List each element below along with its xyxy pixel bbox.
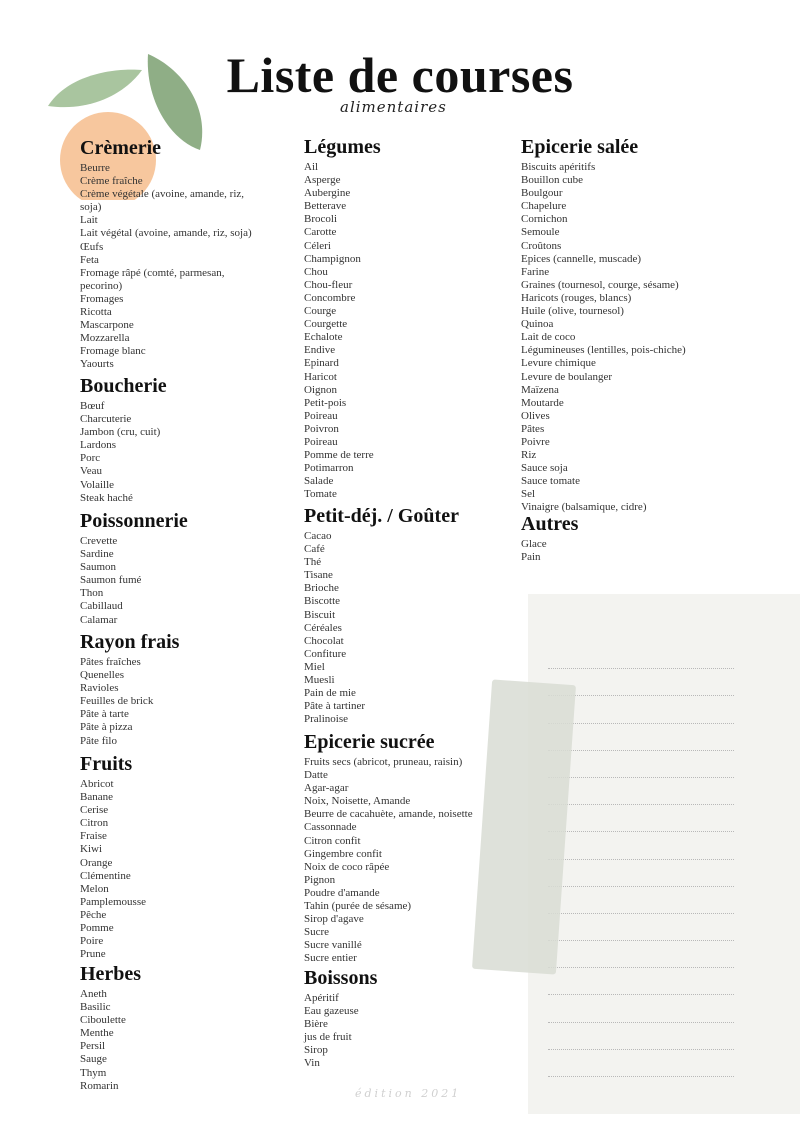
list-item: Noix de coco râpée xyxy=(304,860,390,873)
list-item: Poivron xyxy=(304,422,339,435)
list-item: Croûtons xyxy=(521,239,562,252)
page-title: Liste de courses xyxy=(226,47,574,103)
list-item: Champignon xyxy=(304,252,361,265)
list-item: Melon xyxy=(80,882,109,895)
list-item: Pain de mie xyxy=(304,687,356,700)
note-line[interactable] xyxy=(548,914,734,941)
item-list xyxy=(80,778,146,961)
list-item: Pomme xyxy=(80,922,114,935)
list-item: Eau gazeuse xyxy=(304,1005,359,1018)
list-item: Haricots (rouges, blancs) xyxy=(521,291,632,304)
note-line[interactable] xyxy=(548,887,734,914)
item-list xyxy=(304,756,473,966)
list-item: Mascarpone xyxy=(80,319,134,332)
list-item: pecorino) xyxy=(80,279,123,292)
list-item: Yaourts xyxy=(80,358,114,371)
item-list xyxy=(304,992,377,1071)
section-boucherie xyxy=(80,375,167,505)
list-item: Confiture xyxy=(304,647,347,660)
list-item: Datte xyxy=(304,769,328,782)
item-list xyxy=(304,161,381,501)
list-item: Biscotte xyxy=(304,595,341,608)
section-cremerie xyxy=(80,137,252,372)
note-line[interactable] xyxy=(548,724,734,751)
list-item: Persil xyxy=(80,1040,106,1053)
section-title: Fruits xyxy=(80,753,133,775)
item-list xyxy=(80,988,141,1093)
section-title: Herbes xyxy=(80,963,142,985)
list-item: Sirop xyxy=(304,1044,328,1057)
section-title: Rayon frais xyxy=(80,631,180,653)
note-line[interactable] xyxy=(548,968,734,995)
section-title: Autres xyxy=(521,513,579,535)
list-item: Thym xyxy=(80,1066,107,1079)
section-herbes xyxy=(80,963,141,1093)
edition-footer: édition 2021 xyxy=(355,1087,462,1100)
list-item: Tahin (purée de sésame) xyxy=(304,900,412,913)
list-item: Pâtes xyxy=(521,422,545,435)
list-item: Brocoli xyxy=(304,213,337,226)
note-line[interactable] xyxy=(548,805,734,832)
list-item: Vin xyxy=(304,1057,320,1070)
list-item: Muesli xyxy=(304,674,335,687)
list-item: Sucre vanillé xyxy=(304,939,362,952)
list-item: Biscuits apéritifs xyxy=(521,161,596,173)
list-item: Basilic xyxy=(80,1001,111,1014)
list-item: Cacao xyxy=(304,530,332,542)
list-item: Ail xyxy=(304,161,319,173)
list-item: Ricotta xyxy=(80,306,112,319)
list-item: Pêche xyxy=(80,908,107,921)
list-item: Epices (cannelle, muscade) xyxy=(521,252,642,265)
note-line[interactable] xyxy=(548,642,734,669)
list-item: Pain xyxy=(521,551,541,564)
list-item: Bière xyxy=(304,1018,328,1031)
list-item: jus de fruit xyxy=(304,1031,352,1044)
section-fruits xyxy=(80,753,146,961)
list-item: Levure chimique xyxy=(521,357,596,370)
list-item: Tisane xyxy=(304,569,333,582)
list-item: Poireau xyxy=(304,435,338,448)
list-item: Epinard xyxy=(304,357,339,370)
list-item: Ciboulette xyxy=(80,1014,126,1027)
list-item: Sel xyxy=(521,488,536,501)
list-item: Cornichon xyxy=(521,213,568,226)
section-autres xyxy=(521,513,578,564)
list-item: Petit-pois xyxy=(304,396,347,409)
item-list xyxy=(80,535,188,627)
note-line[interactable] xyxy=(548,832,734,859)
list-item: Aneth xyxy=(80,988,107,1000)
list-item: Pignon xyxy=(304,873,336,886)
section-rayon-frais xyxy=(80,631,179,748)
list-item: Courgette xyxy=(304,318,348,331)
list-item: Veau xyxy=(80,465,102,478)
list-item: Steak haché xyxy=(80,491,133,504)
list-item: soja) xyxy=(80,201,102,214)
section-title: Epicerie sucrée xyxy=(304,731,435,753)
list-item: Cabillaud xyxy=(80,600,123,613)
list-item: Ravioles xyxy=(80,682,119,695)
list-item: Betterave xyxy=(304,200,347,213)
item-list xyxy=(521,161,686,515)
item-list xyxy=(80,400,167,505)
list-item: Mozzarella xyxy=(80,332,130,345)
note-line[interactable] xyxy=(548,669,734,696)
note-line[interactable] xyxy=(548,1023,734,1050)
list-item: Apéritif xyxy=(304,992,339,1004)
list-item: Miel xyxy=(304,660,325,673)
item-list xyxy=(80,656,179,748)
section-boissons xyxy=(304,967,377,1071)
list-item: Poire xyxy=(80,935,104,948)
item-list xyxy=(521,538,578,564)
list-item: Chapelure xyxy=(521,200,567,213)
list-item: Charcuterie xyxy=(80,413,132,426)
list-item: Cerise xyxy=(80,804,109,817)
list-item: Chou-fleur xyxy=(304,278,353,291)
list-item: Vinaigre (balsamique, cidre) xyxy=(521,501,647,514)
list-item: Sauge xyxy=(80,1053,107,1066)
list-item: Pâte à tarte xyxy=(80,708,129,721)
list-item: Poireau xyxy=(304,409,338,422)
list-item: Oignon xyxy=(304,383,337,396)
list-item: Courge xyxy=(304,305,337,318)
list-item: Poivre xyxy=(521,435,550,448)
list-item: Œufs xyxy=(80,240,104,253)
list-item: Lait xyxy=(80,214,98,227)
list-item: Asperge xyxy=(304,174,341,187)
section-title: Boissons xyxy=(304,967,378,989)
list-item: Thon xyxy=(80,587,104,600)
list-item: Volaille xyxy=(80,478,115,491)
list-item: Pomme de terre xyxy=(304,449,374,462)
list-item: Menthe xyxy=(80,1027,114,1040)
notes-lines xyxy=(548,642,734,1077)
section-poissonnerie xyxy=(80,510,188,627)
list-item: Chocolat xyxy=(304,634,344,647)
list-item: Aubergine xyxy=(304,187,351,200)
list-item: Pâte à tartiner xyxy=(304,700,366,713)
section-title: Crèmerie xyxy=(80,137,162,159)
list-item: Bouillon cube xyxy=(521,174,584,187)
list-item: Porc xyxy=(80,452,101,465)
list-item: Carotte xyxy=(304,226,337,239)
list-item: Pâtes fraîches xyxy=(80,656,141,668)
list-item: Endive xyxy=(304,344,336,357)
section-title: Petit-déj. / Goûter xyxy=(304,505,459,527)
list-item: Pâte à pizza xyxy=(80,721,133,734)
list-item: Levure de boulanger xyxy=(521,370,613,383)
list-item: Haricot xyxy=(304,370,337,383)
list-item: Fraise xyxy=(80,830,107,843)
section-legumes xyxy=(304,136,381,501)
list-item: Orange xyxy=(80,856,113,869)
list-item: Pâte filo xyxy=(80,734,117,747)
list-item: Calamar xyxy=(80,613,118,626)
note-line[interactable] xyxy=(548,1050,734,1077)
note-line[interactable] xyxy=(548,778,734,805)
list-item: Sucre xyxy=(304,926,330,939)
list-item: Maïzena xyxy=(521,383,559,396)
list-item: Crème végétale (avoine, amande, riz, xyxy=(80,188,245,201)
list-item: Lait de coco xyxy=(521,331,576,344)
list-item: Sauce tomate xyxy=(521,475,580,488)
item-list xyxy=(304,530,459,726)
list-item: Légumineuses (lentilles, pois-chiche) xyxy=(521,344,686,357)
list-item: Fruits secs (abricot, pruneau, raisin) xyxy=(304,756,463,768)
note-line[interactable] xyxy=(548,941,734,968)
section-title: Boucherie xyxy=(80,375,167,397)
list-item: Chou xyxy=(304,265,328,278)
list-item: Crème fraîche xyxy=(80,175,143,188)
page-subtitle: alimentaires xyxy=(340,98,447,116)
list-item: Citron confit xyxy=(304,834,361,847)
list-item: Semoule xyxy=(521,226,560,239)
list-item: Abricot xyxy=(80,778,114,790)
list-item: Echalote xyxy=(304,331,343,344)
list-item: Graines (tournesol, courge, sésame) xyxy=(521,278,679,291)
list-item: Sauce soja xyxy=(521,462,568,475)
list-item: Biscuit xyxy=(304,608,336,621)
list-item: Pralinoise xyxy=(304,713,348,726)
section-epicerie-sucree xyxy=(304,731,473,966)
list-item: Lardons xyxy=(80,439,117,452)
note-line[interactable] xyxy=(548,995,734,1022)
section-petit-dej xyxy=(304,505,459,726)
list-item: Prune xyxy=(80,948,106,961)
list-item: Huile (olive, tournesol) xyxy=(521,305,624,318)
list-item: Glace xyxy=(521,538,547,550)
list-item: Bœuf xyxy=(80,400,105,412)
list-item: Jambon (cru, cuit) xyxy=(80,426,161,439)
list-item: Saumon fumé xyxy=(80,574,142,587)
list-item: Lait végétal (avoine, amande, riz, soja) xyxy=(80,227,252,240)
list-item: Beurre xyxy=(80,162,110,174)
list-item: Olives xyxy=(521,409,550,422)
list-item: Quinoa xyxy=(521,318,554,331)
list-item: Saumon xyxy=(80,561,117,574)
list-item: Feta xyxy=(80,253,99,266)
list-item: Céleri xyxy=(304,239,331,252)
list-item: Sirop d'agave xyxy=(304,913,364,926)
list-item: Concombre xyxy=(304,291,356,304)
list-item: Fromages xyxy=(80,292,124,305)
list-item: Clémentine xyxy=(80,869,131,882)
note-line[interactable] xyxy=(548,751,734,778)
list-item: Fromage râpé (comté, parmesan, xyxy=(80,266,225,279)
section-title: Légumes xyxy=(304,136,381,158)
list-item: Agar-agar xyxy=(304,782,349,795)
list-item: Cassonnade xyxy=(304,821,357,834)
list-item: Potimarron xyxy=(304,462,354,475)
list-item: Sardine xyxy=(80,548,114,561)
list-item: Gingembre confit xyxy=(304,847,382,860)
list-item: Fromage blanc xyxy=(80,345,146,358)
list-item: Crevette xyxy=(80,535,118,547)
list-item: Banane xyxy=(80,791,113,804)
list-item: Céréales xyxy=(304,621,342,634)
list-item: Beurre de cacahuète, amande, noisette xyxy=(304,808,473,821)
note-line[interactable] xyxy=(548,696,734,723)
section-epicerie-salee xyxy=(521,136,686,515)
list-item: Pamplemousse xyxy=(80,895,146,908)
list-item: Poudre d'amande xyxy=(304,886,380,899)
list-item: Farine xyxy=(521,265,550,278)
list-item: Kiwi xyxy=(80,843,102,856)
list-item: Café xyxy=(304,543,325,556)
list-item: Thé xyxy=(304,556,322,569)
list-item: Citron xyxy=(80,817,109,830)
list-item: Riz xyxy=(521,449,537,462)
list-item: Brioche xyxy=(304,582,339,595)
item-list xyxy=(80,162,252,372)
list-item: Romarin xyxy=(80,1079,119,1092)
list-item: Noix, Noisette, Amande xyxy=(304,795,411,808)
note-line[interactable] xyxy=(548,860,734,887)
list-item: Salade xyxy=(304,475,334,488)
section-title: Epicerie salée xyxy=(521,136,639,158)
list-item: Boulgour xyxy=(521,187,563,200)
section-title: Poissonnerie xyxy=(80,510,188,532)
list-item: Quenelles xyxy=(80,669,124,682)
list-item: Moutarde xyxy=(521,396,564,409)
list-item: Tomate xyxy=(304,488,337,501)
list-item: Sucre entier xyxy=(304,952,357,965)
list-item: Feuilles de brick xyxy=(80,695,154,708)
